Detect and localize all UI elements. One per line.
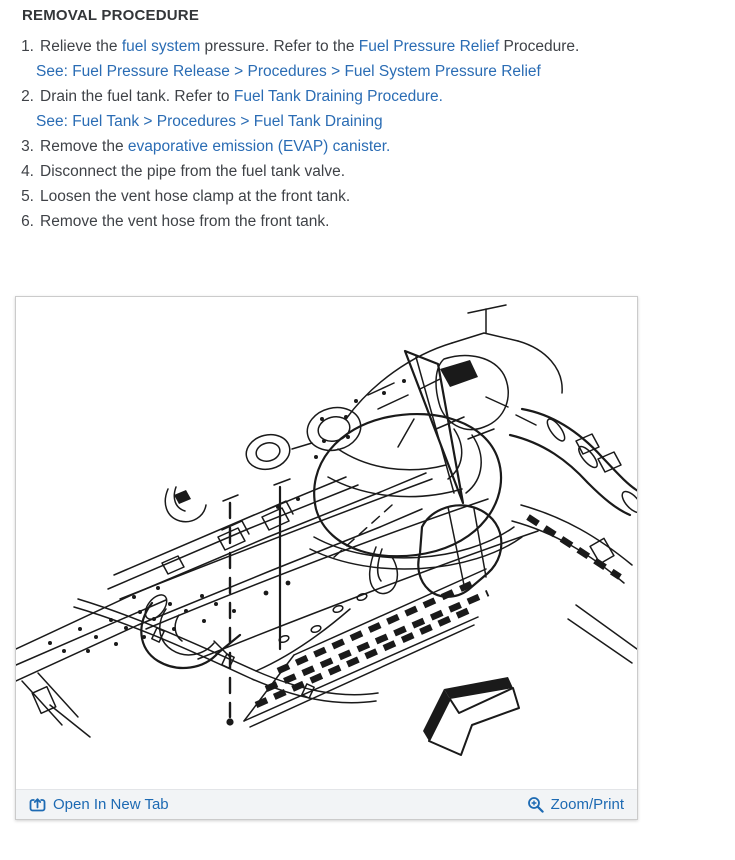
procedure-steps	[0, 34, 735, 234]
see-fuel-pressure-release-link[interactable]: See: Fuel Pressure Release > Procedures > Fuel System Pressure Relief	[36, 63, 541, 80]
step-1	[18, 34, 735, 59]
step-2-text	[40, 84, 443, 109]
step-5	[18, 184, 735, 209]
step-text: pressure. Refer to the	[200, 38, 359, 55]
step-4	[18, 159, 735, 184]
step-1-see-row	[36, 59, 735, 84]
step-6	[18, 209, 735, 234]
page-title: REMOVAL PROCEDURE	[22, 7, 200, 24]
fuel-system-link[interactable]: fuel system	[121, 38, 201, 55]
step-1-number: 1.	[21, 38, 34, 55]
step-text: Drain the fuel tank. Refer to	[40, 88, 234, 105]
step-5-number: 5.	[21, 188, 34, 205]
step-4-text: Disconnect the pipe from the fuel tank valve.	[40, 163, 345, 180]
zoom-print-label: Zoom/Print	[550, 796, 624, 813]
step-2	[18, 84, 735, 109]
fuel-tank-removal-diagram	[16, 297, 637, 789]
fuel-pressure-relief-link[interactable]: Fuel Pressure Relief	[358, 38, 500, 55]
step-2-see-row	[36, 109, 735, 134]
step-6-number: 6.	[21, 213, 34, 230]
open-in-new-tab-label: Open In New Tab	[53, 796, 169, 813]
zoom-magnifier-icon	[527, 796, 544, 813]
figure-card	[15, 296, 638, 820]
zoom-print-link[interactable]	[527, 796, 624, 813]
step-3	[18, 134, 735, 159]
step-text: Relieve the	[40, 38, 122, 55]
step-2-number: 2.	[21, 88, 34, 105]
fuel-tank-draining-link[interactable]: Fuel Tank Draining Procedure.	[233, 88, 443, 105]
step-3-text	[40, 134, 390, 159]
step-5-text: Loosen the vent hose clamp at the front tank.	[40, 188, 351, 205]
evap-canister-link[interactable]: evaporative emission (EVAP) canister.	[127, 138, 391, 155]
figure-area	[16, 297, 637, 789]
see-fuel-tank-draining-link[interactable]: See: Fuel Tank > Procedures > Fuel Tank Draining	[36, 113, 383, 130]
step-4-number: 4.	[21, 163, 34, 180]
step-1-text	[40, 34, 579, 59]
step-text: Remove the	[40, 138, 128, 155]
open-in-new-tab-link[interactable]	[29, 796, 169, 813]
step-text: Procedure.	[499, 38, 580, 55]
open-in-new-tab-icon	[29, 797, 46, 813]
figure-footer	[16, 789, 637, 819]
step-6-text: Remove the vent hose from the front tank.	[40, 213, 330, 230]
step-3-number: 3.	[21, 138, 34, 155]
